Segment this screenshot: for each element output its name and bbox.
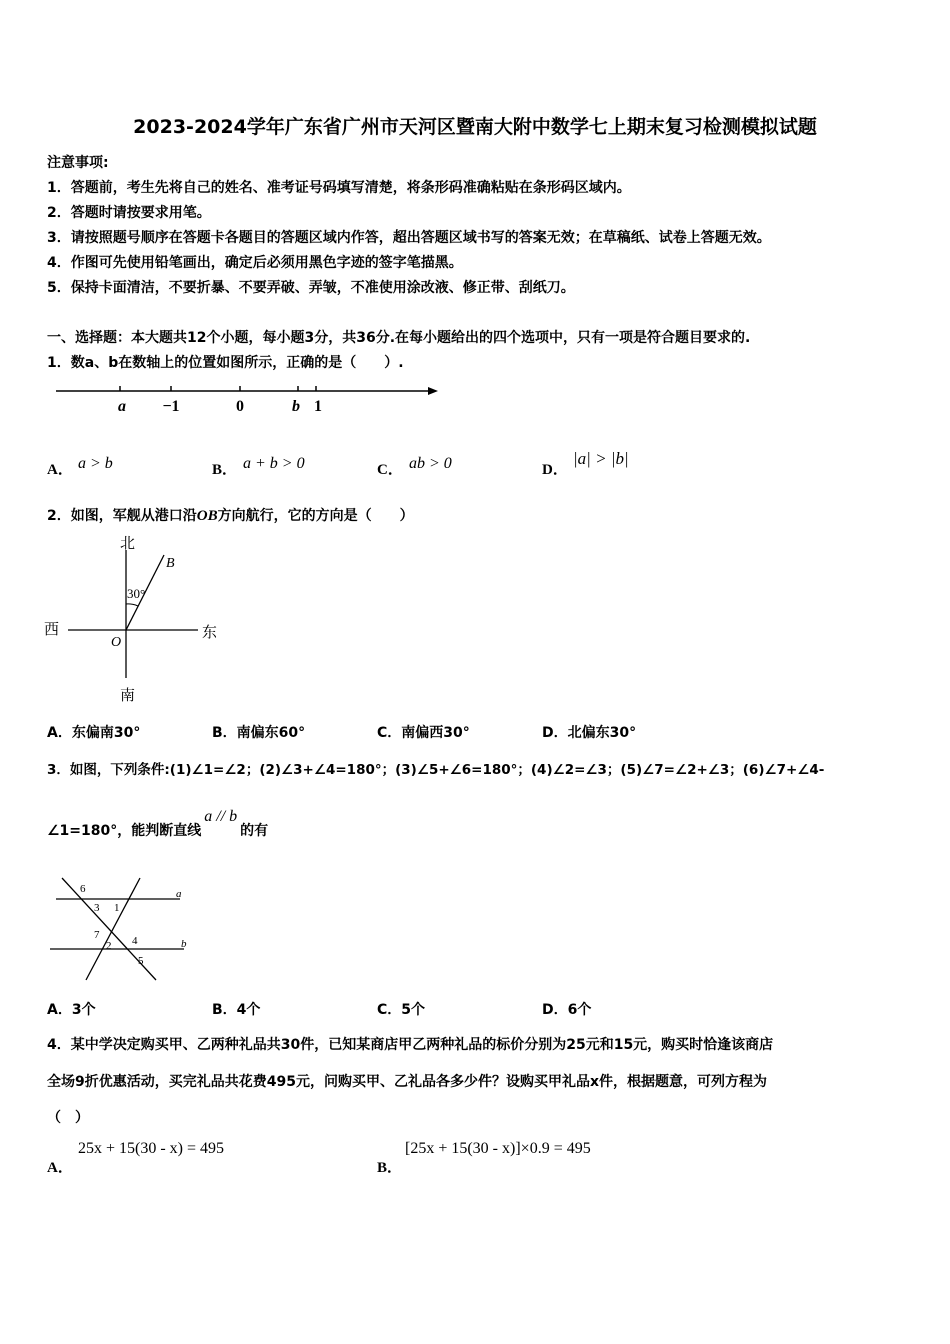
axis-label-one: 1 xyxy=(314,398,322,415)
q1-option-a: a > b xyxy=(78,455,113,472)
q4-option-a-letter: A． xyxy=(47,1160,73,1176)
line-label-a: a xyxy=(176,888,182,900)
angle-label-1: 1 xyxy=(114,902,120,914)
angle-label-4: 4 xyxy=(132,935,138,947)
angle-label-6: 6 xyxy=(80,883,86,895)
label-origin: O xyxy=(111,635,122,650)
q1-option-c: ab > 0 xyxy=(409,455,452,472)
q1-option-b-letter: B． xyxy=(212,462,238,478)
q2-option-d: D．北偏东30° xyxy=(542,725,637,741)
notice-item-4: 4．作图可先使用铅笔画出，确定后必须用黑色字迹的签字笔描黑。 xyxy=(47,255,463,271)
q4-line3: （ ） xyxy=(47,1110,89,1126)
angle-label-3: 3 xyxy=(94,902,100,914)
q4-option-a: 25x + 15(30 - x) = 495 xyxy=(78,1140,225,1157)
label-east: 东 xyxy=(202,625,218,641)
label-west: 西 xyxy=(44,622,60,638)
compass-direction-figure xyxy=(40,530,240,705)
label-north: 北 xyxy=(120,536,136,552)
q1-option-d-letter: D． xyxy=(542,462,568,478)
q2-option-b: B．南偏东60° xyxy=(212,725,306,741)
q1-option-a-letter: A． xyxy=(47,462,73,478)
angle-label-2: 2 xyxy=(106,940,112,952)
q4-line1: 4．某中学决定购买甲、乙两种礼品共30件，已知某商店甲乙两种礼品的标价分别为25元和15元，购买时恰逢该商店 xyxy=(47,1037,774,1053)
notice-item-3: 3．请按照题号顺序在答题卡各题目的答题区域内作答，超出答题区域书写的答案无效；在草稿纸、试卷上答题无效。 xyxy=(47,230,771,246)
angle-label-5: 5 xyxy=(138,955,144,967)
q3-line2-pre: ∠1=180°，能判断直线 xyxy=(47,823,202,839)
label-point-b: B xyxy=(166,556,175,571)
angle-arc xyxy=(126,604,138,606)
notice-heading: 注意事项: xyxy=(47,155,109,171)
line-label-b: b xyxy=(181,938,187,950)
q2-stem xyxy=(47,505,414,525)
parallel-lines-figure xyxy=(48,872,198,984)
q2-stem-post: 方向航行，它的方向是（ ） xyxy=(217,508,414,524)
q2-option-c: C．南偏西30° xyxy=(377,725,470,741)
q2-stem-ob: OB xyxy=(196,508,218,524)
q3-option-b: B．4个 xyxy=(212,1002,261,1018)
q3-line2-math: a // b xyxy=(204,808,238,825)
q4-option-b: [25x + 15(30 - x)]×0.9 = 495 xyxy=(405,1140,591,1157)
q3-option-d: D．6个 xyxy=(542,1002,592,1018)
q3-option-c: C．5个 xyxy=(377,1002,426,1018)
q4-option-b-letter: B． xyxy=(377,1160,403,1176)
axis-label-zero: 0 xyxy=(236,398,244,415)
page-title: 2023-2024学年广东省广州市天河区暨南大附中数学七上期末复习检测模拟试题 xyxy=(133,116,817,138)
notice-item-5: 5．保持卡面清洁，不要折暴、不要弄破、弄皱，不准使用涂改液、修正带、刮纸刀。 xyxy=(47,280,575,296)
q2-stem-pre: 2．如图，军舰从港口沿 xyxy=(47,508,197,524)
q4-line2: 全场9折优惠活动，买完礼品共花费495元，问购买甲、乙礼品各多少件？设购买甲礼品x件，根据题意，可列方程为 xyxy=(47,1074,767,1090)
q1-option-c-letter: C． xyxy=(377,462,403,478)
section-heading: 一、选择题：本大题共12个小题，每小题3分，共36分.在每小题给出的四个选项中，只有一项是符合题目要求的. xyxy=(47,330,751,346)
q3-line2-post: 的有 xyxy=(240,823,269,839)
q3-option-a: A．3个 xyxy=(47,1002,96,1018)
axis-label-b: b xyxy=(292,398,300,415)
q3-line2 xyxy=(47,808,269,840)
q1-stem: 1．数a、b在数轴上的位置如图所示，正确的是（ ）. xyxy=(47,355,404,371)
label-angle: 30° xyxy=(127,586,146,601)
number-line-figure xyxy=(50,378,450,418)
axis-label-a: a xyxy=(118,398,126,415)
notice-item-2: 2．答题时请按要求用笔。 xyxy=(47,205,211,221)
notice-item-1: 1．答题前，考生先将自己的姓名、准考证号码填写清楚，将条形码准确粘贴在条形码区域内。 xyxy=(47,180,631,196)
number-line-arrow xyxy=(428,387,438,395)
q3-line1: 3．如图，下列条件:(1)∠1=∠2；(2)∠3+∠4=180°；(3)∠5+∠6=180°；(4)∠2=∠3；(5)∠7=∠2+∠3；(6)∠7+∠4- xyxy=(47,762,825,778)
label-south: 南 xyxy=(120,688,136,704)
angle-label-7: 7 xyxy=(94,929,100,941)
axis-label-minus-one: −1 xyxy=(162,398,180,415)
q2-option-a: A．东偏南30° xyxy=(47,725,141,741)
q1-option-b: a + b > 0 xyxy=(243,455,305,472)
q1-option-d: |a| > |b| xyxy=(573,449,629,468)
